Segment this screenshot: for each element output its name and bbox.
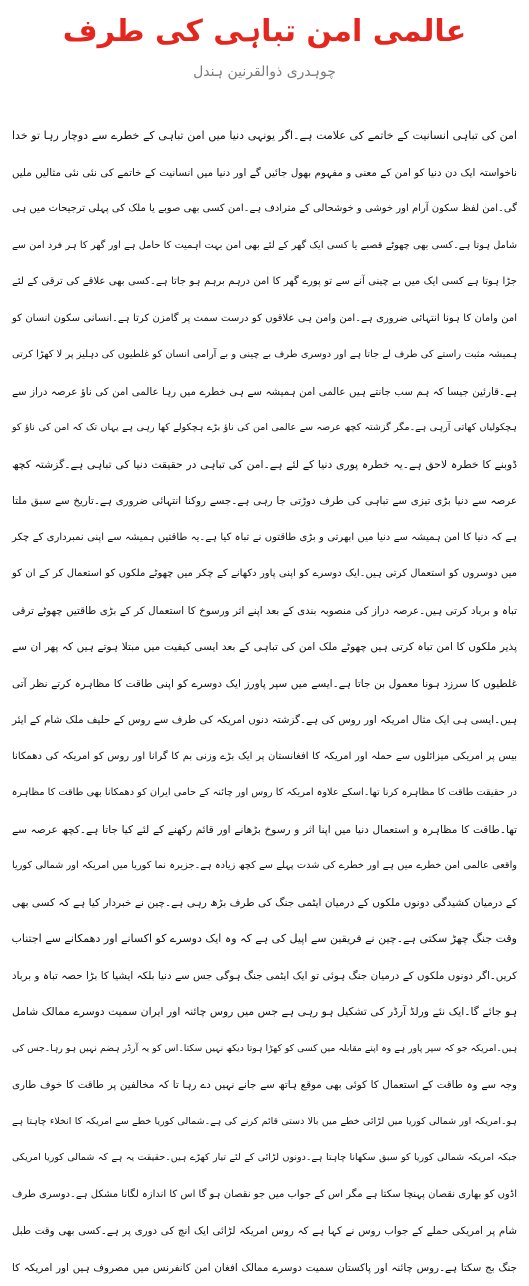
body-line: ہیں۔امریکہ جو کہ سپر پاور ہے وہ اپنے مقابلہ میں کسی کو کھڑا ہوتا دیکھ نہیں سکتا۔اس کو یہ آرڈر ہضم نہیں ہو رہا۔جس کی [12,1031,517,1068]
body-line: امن کی تباہی انسانیت کے خاتمے کی علامت ہے۔اگر یونہی دنیا میں امن تباہی کے خطرے سے دوچار رہا تو خدا [12,118,517,155]
body-line: کریں۔اگر دونوں ملکوں کے درمیان جنگ ہوئی تو ایک ایٹمی جنگ ہوگی جس سے دنیا بلکہ ایشیا کا بڑا حصہ تباہ و برباد [12,958,517,995]
body-line: ہچکولیاں کھاتی آرہی ہے۔مگر گزشتہ کچھ عرصہ سے عالمی امن کی ناؤ بڑے ہچکولے کھا رہی ہے یہاں تک کہ امن کی ناؤ کو [12,410,517,447]
body-line: ہے۔قارئین جیسا کہ ہم سب جانتے ہیں عالمی امن ہمیشہ سے ہی خطرے میں رہا عالمی امن کی ناؤ عرصہ دراز سے [12,374,517,411]
body-line: میں دوسروں کو استعمال کرتی ہیں۔ایک دوسرے کو اپنی پاور دکھانے کے چکر میں چھوٹے ملکوں کو استعمال کر کے ان کو [12,556,517,593]
body-line: عرصہ سے دنیا بڑی تیزی سے تباہی کی طرف دوڑتی جا رہی ہے۔جسے روکنا انتہائی ضروری ہے۔تاریخ سے سبق ملتا [12,483,517,520]
body-line: بیس پر امریکی میزائلوں سے حملہ اور امریکہ کا افغانستان پر ایک بڑے وزنی بم کا گرانا اور روس کو امریکہ کی دھمکانا [12,739,517,776]
body-line: ہو۔امریکہ اور شمالی کوریا میں لڑائی خطے میں بالا دستی قائم کرنے کی ہے۔شمالی کوریا خطے سے امریکہ کا انخلاء چاہتا ہے [12,1104,517,1141]
article-body [12,118,517,1286]
body-line: گی۔امن لفظ سکون آرام اور خوشی و خوشحالی کے مترادف ہے۔امن کسی بھی صوبے یا ملک کی پہلی ترجیحات میں ہی [12,191,517,228]
body-line: واقعی عالمی امن خطرے میں ہے اور خطرے کی شدت پہلے سے کچھ زیادہ ہے۔جزیرہ نما کوریا میں امریکہ اور شمالی کوریا [12,848,517,885]
article-title: عالمی امن تباہی کی طرف [0,10,529,54]
body-line: ہیں۔ایسی ہی ایک مثال امریکہ اور روس کی ہے۔گزشتہ دنوں امریکہ کی طرف سے روس کے حلیف ملک شام کے ایئر [12,702,517,739]
body-line: جبکہ امریکہ شمالی کوریا کو سبق سکھانا چاہتا ہے۔دونوں لڑائی کے لئے تیار کھڑے ہیں۔حقیقت یہ ہے کہ شمالی کوریا امریکی [12,1140,517,1177]
body-line: در حقیقت طاقت کا مظاہرہ کرنا تھا۔اسکے علاوہ امریکہ کا روس اور چائنہ کے حامی ایران کو دھمکانا بھی طاقت کا مظاہرہ [12,775,517,812]
body-line: تباہ و برباد کرتی ہیں۔عرصہ دراز کی منصوبہ بندی کے بعد اپنے اثر ورسوخ کا استعمال کر کے بڑی طاقتیں چھوٹے ترقی [12,593,517,630]
body-line: ہے کہ دنیا کا امن ہمیشہ سے دنیا میں ابھرتی و بڑی طاقتوں نے تباہ کیا ہے۔یہ طاقتیں ہمیشہ سے اپنی نمبرداری کے چکر [12,520,517,557]
body-line: وقت جنگ چھڑ سکتی ہے۔چین نے فریقین سے اپیل کی ہے کہ وہ ایک دوسرے کو اکسانے اور دھمکانے سے اجتناب [12,921,517,958]
body-line: تھا۔طاقت کا مظاہرہ و استعمال دنیا میں اپنا اثر و رسوخ بڑھانے اور قائم رکھنے کے لئے کیا جاتا ہے۔کچھ عرصہ سے [12,812,517,849]
body-line: جنگ بج سکتا ہے۔روس چائنہ اور پاکستان سمیت دوسرے ممالک افغان امن کانفرنس میں مصروف ہیں اور امریکہ کا [12,1250,517,1286]
body-line: وجہ سے وہ طاقت کے استعمال کا کوئی بھی موقع ہاتھ سے جانے نہیں دے رہا تا کہ مخالفین پر طاقت کا خوف طاری [12,1067,517,1104]
body-line: پذیر ملکوں کا امن تباہ کرتی ہیں چھوٹے ملک امن کی تباہی کے بعد ایسی کیفیت میں مبتلا ہوتے ہیں کہ پھر ان سے [12,629,517,666]
body-line: شام پر امریکی حملے کے جواب روس نے کہا ہے کہ روس امریکہ لڑائی ایک انچ کی دوری پر ہے۔کسی بھی وقت طبل [12,1213,517,1250]
body-line: غلطیوں کا سرزد ہونا معمول بن جاتا ہے۔ایسے میں سپر پاورز ایک دوسرے کو اپنی طاقت کا مظاہرہ کرتے نظر آتی [12,666,517,703]
body-line: ہو جائے گا۔ایک نئے ورلڈ آرڈر کی تشکیل ہو رہی ہے جس میں روس چائنہ اور ایران سمیت دوسرے ممالک شامل [12,994,517,1031]
body-line: ناخواستہ ایک دن دنیا کو امن کے معنی و مفہوم بھول جائیں گے اور دنیا میں انسانیت کے خاتمے کی نئی نئی مثالیں ملیں [12,155,517,192]
body-line: جڑا ہوتا ہے کسی ایک میں بے چینی آنے سے تو پورے گھر کا امن درہم برہم ہو جاتا ہے۔کسی بھی علاقے کی ترقی کے لئے [12,264,517,301]
body-line: ہمیشہ مثبت راستے کی طرف لے جاتا ہے اور دوسری طرف بے چینی و بے آرامی انسان کو غلطیوں کی دہلیز پر لا کھڑا کرتی [12,337,517,374]
body-line: کے درمیان کشیدگی دونوں ملکوں کے درمیان ایٹمی جنگ کی طرف بڑھ رہی ہے۔چین نے خبردار کیا ہے کہ کسی بھی [12,885,517,922]
body-line: امن وامان کا ہونا انتہائی ضروری ہے۔امن وامن ہی علاقوں کو درست سمت پر گامزن کرتا ہے۔انسانی سکون انسان کو [12,301,517,338]
body-line: اڈوں کو بھاری نقصان پہنچا سکتا ہے مگر اس کے جواب میں جو نقصان ہو گا اس کا اندازہ لگانا مشکل ہے۔دوسری طرف [12,1177,517,1214]
body-line: شامل ہوتا ہے۔کسی بھی چھوٹے قصبے یا کسی ایک گھر کے لئے بھی امن بہت اہمیت کا حامل ہے اور گھر کا ہر فرد امن سے [12,228,517,265]
body-line: ڈوبنے کا خطرہ لاحق ہے۔یہ خطرہ پوری دنیا کے لئے ہے۔امن کی تباہی در حقیقت دنیا کی تباہی ہے۔گزشتہ کچھ [12,447,517,484]
article-author: چوہدری ذوالقرنین ہندل [0,60,529,84]
